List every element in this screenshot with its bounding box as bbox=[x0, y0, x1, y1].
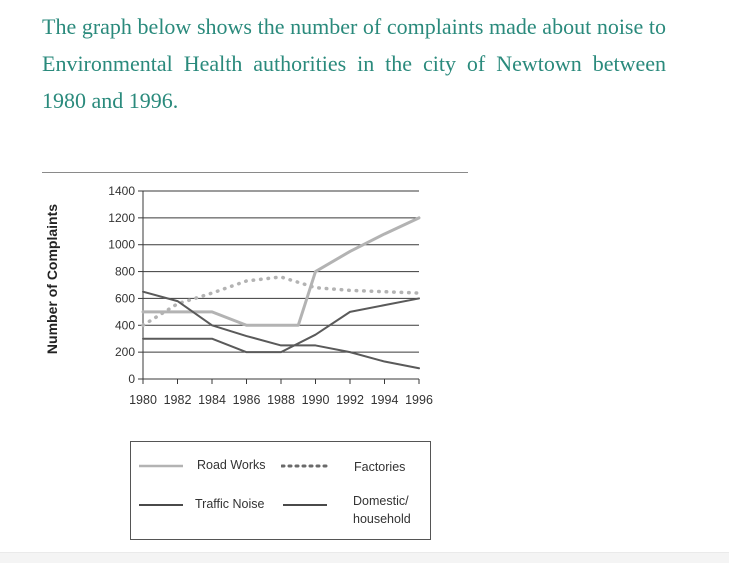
y-tick-label-600: 600 bbox=[114, 291, 135, 306]
series-line-factories bbox=[143, 277, 419, 325]
series-line-traffic-noise bbox=[143, 292, 419, 369]
y-tick-label-0: 0 bbox=[128, 372, 135, 386]
x-tick-label-1980: 1980 bbox=[129, 393, 157, 407]
x-tick-label-1984: 1984 bbox=[198, 393, 226, 407]
legend-label-factories: Factories bbox=[354, 460, 406, 474]
y-tick-label-200: 200 bbox=[114, 345, 135, 360]
x-tick-label-1988: 1988 bbox=[267, 393, 295, 407]
x-tick-label-1986: 1986 bbox=[232, 393, 261, 407]
chart-legend bbox=[130, 441, 431, 540]
y-tick-label-1400: 1400 bbox=[108, 184, 135, 198]
y-tick-label-1200: 1200 bbox=[108, 210, 135, 225]
x-tick-label-1992: 1992 bbox=[336, 393, 364, 407]
legend-label-domestic-line2: household bbox=[353, 512, 411, 526]
legend-swatch-factories bbox=[281, 464, 331, 468]
legend-swatch-traffic-noise bbox=[139, 503, 183, 507]
legend-swatch-domestic bbox=[283, 503, 327, 507]
x-tick-label-1990: 1990 bbox=[301, 393, 330, 407]
y-tick-label-800: 800 bbox=[114, 264, 135, 279]
bottom-strip bbox=[0, 552, 729, 563]
legend-label-traffic-noise: Traffic Noise bbox=[195, 497, 265, 511]
x-tick-label-1996: 1996 bbox=[405, 393, 433, 407]
y-tick-label-400: 400 bbox=[114, 318, 135, 333]
legend-swatch-road-works bbox=[139, 464, 183, 468]
x-tick-label-1994: 1994 bbox=[370, 393, 399, 407]
y-tick-label-1000: 1000 bbox=[108, 237, 135, 252]
question-text: The graph below shows the number of complaints made about noise to Environmental Health authorities in the city of Newtown between 1980 and 1996. bbox=[42, 14, 666, 113]
x-tick-label-1982: 1982 bbox=[163, 393, 192, 407]
y-axis-label: Number of Complaints bbox=[44, 203, 60, 355]
legend-label-road-works: Road Works bbox=[197, 458, 266, 472]
legend-label-domestic-line1: Domestic/ bbox=[353, 494, 409, 508]
